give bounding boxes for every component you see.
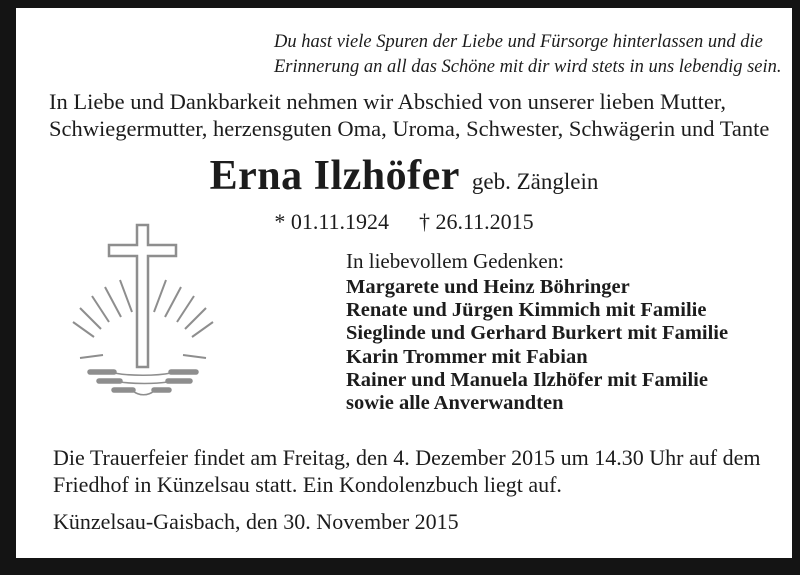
water-lines bbox=[90, 372, 196, 395]
death-date: † 26.11.2015 bbox=[419, 209, 534, 234]
obituary-notice bbox=[16, 8, 792, 558]
mourners-list bbox=[346, 276, 728, 415]
cross-with-rays-icon bbox=[70, 220, 220, 400]
cross-outline bbox=[109, 225, 176, 367]
deceased-name: Erna Ilzhöfer bbox=[209, 153, 460, 199]
mourner-line-5: Rainer und Manuela Ilzhöfer mit Familie bbox=[346, 368, 708, 391]
mourner-line-4: Karin Trommer mit Fabian bbox=[346, 345, 588, 368]
epitaph-line-1: Du hast viele Spuren der Liebe und Fürsorge hinterlassen und die bbox=[274, 32, 763, 52]
epitaph-quote bbox=[274, 30, 782, 80]
mourner-line-3: Sieglinde und Gerhard Burkert mit Familie bbox=[346, 322, 729, 345]
place-date-line: Künzelsau-Gaisbach, den 30. November 2015 bbox=[53, 509, 459, 534]
maiden-name: geb. Zänglein bbox=[471, 169, 599, 194]
birth-date: * 01.11.1924 bbox=[274, 209, 389, 234]
funeral-line-2: Friedhof in Künzelsau statt. Ein Kondolenzbuch liegt auf. bbox=[53, 472, 562, 497]
intro-text bbox=[49, 88, 769, 142]
intro-line-1: In Liebe und Dankbarkeit nehmen wir Abschied von unserer lieben Mutter, bbox=[49, 89, 727, 114]
intro-line-2: Schwiegermutter, herzensguten Oma, Uroma, Schwester, Schwägerin und Tante bbox=[49, 116, 770, 141]
deceased-name-line bbox=[16, 152, 792, 200]
mourner-line-6: sowie alle Anverwandten bbox=[346, 392, 564, 415]
mourners-heading: In liebevollem Gedenken: bbox=[346, 249, 565, 273]
mourner-line-2: Renate und Jürgen Kimmich mit Familie bbox=[346, 299, 707, 322]
mourner-line-1: Margarete und Heinz Böhringer bbox=[346, 276, 630, 298]
epitaph-line-2: Erinnerung an all das Schöne mit dir wird stets in uns lebendig sein. bbox=[274, 57, 782, 77]
funeral-info bbox=[53, 444, 760, 498]
funeral-line-1: Die Trauerfeier findet am Freitag, den 4. Dezember 2015 um 14.30 Uhr auf dem bbox=[53, 445, 761, 470]
